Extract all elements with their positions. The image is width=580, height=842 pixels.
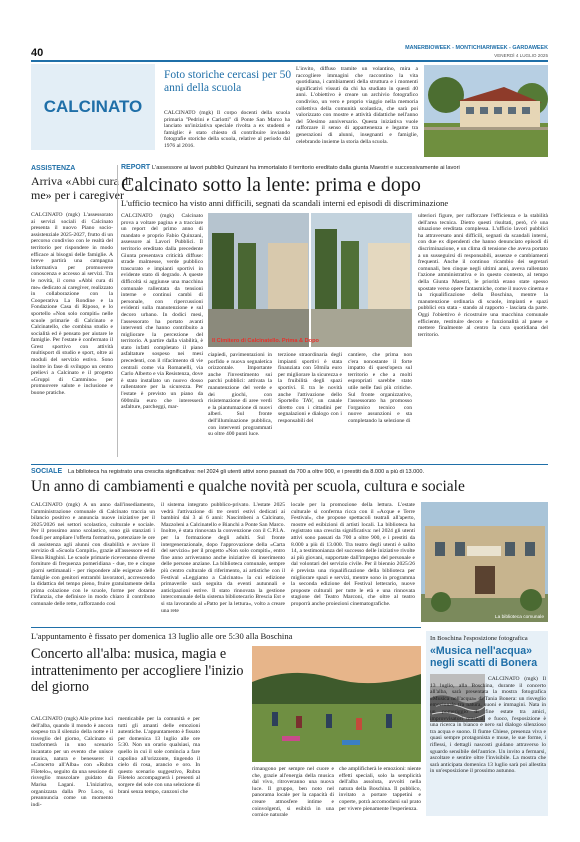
concert-photo bbox=[252, 646, 421, 762]
top-story-title: Foto storiche cercasi per 50 anni della scuola bbox=[164, 69, 292, 94]
cemetery-photo bbox=[208, 213, 412, 347]
report-col3: terzione straordinaria degli impianti sportivi è stata finanziata con 50mila euro per migliorare la sicurezza e la fruibilità degli spazi sportivi. E tra le novità anche l'attivazione dello Sportello TAV, un canale diretto con i cittadini per segnalazioni e dialogo con i responsabili del bbox=[278, 352, 342, 424]
school-photo-image bbox=[424, 65, 548, 157]
report-col1: CALCINATO (mgk) Calcinato prova a voltare pagina e a tracciare un report del primo anno di mandato e proprio Fabio Quinzani, assessore ai Lavori Pubblici. Il territorio ereditato dalla precedente Giunta presentava criticità diffuse: strade malmesse, verde pubblico trascurato e impianti sportivi in evidente stato di degrado. A queste difficoltà si aggiunse una macchina comunale rallentata da tensioni interne e continui cambi di personale, con ripercussioni evidenti sulla manutenzione e sul decoro urbano. In dodici mesi, l'assessorato ha portato avanti interventi che hanno contribuito a migliorare la percezione del territorio. A partire dalla viabilità, è stato infatti completato il piano asfaltature sospeso nei mesi precedenti, con il rifacimento di vie centrali come via Romanelli, via Carlo Alberto e via Resistenza, dove è stato installato un nuovo dosso rallentatore per la sicurezza. Per l'estate è previsto un piano da 600mila euro che interesserà asfalture, parcheggi, mar- bbox=[121, 213, 203, 411]
sociale-rule bbox=[31, 464, 548, 465]
alba-strap: L'appuntamento è fissato per domenica 13 luglio alle ore 5:30 alla Boschina bbox=[31, 631, 293, 641]
alba-title: Concerto all'alba: musica, magia e intrattenimento per accogliere l'inizio del giorno bbox=[31, 646, 244, 695]
report-col5: ulteriori figure, per rafforzare l'efficienza e la stabilità dell'area tecnica. Dietro questi risultati, però, c'è una situazione ereditata complessa. L'ufficio lavori pubblici ha attraversato anni difficili, segnati da scandali interni, con due ex dipendenti che hanno denunciato episodi di discriminazione, e un clima di tensione che aveva portato a un susseguirsi di responsabili, assenze e cambiamenti frequenti. Anche il continuo ricambio dei segretari comunali, ben cinque negli ultimi anni, aveva rallentato l'azione amministrativa e in questo contesto, al tempo della Giunta Maestri, le priorità erano state spesso spostate verso opere fantasmiche, come il nuovo cinema e la riqualificazione della Boschina, mentre la manutenzione ordinaria di scuole, impianti e spazi pubblici era stata - stando al rapporto - lasciata da parte. Oggi l'obiettivo è ricostruire una macchina comunale efficiente, restituire decoro e funzionalità al paese e mettere finalmente al centro la cura quotidiana del territorio. bbox=[418, 213, 549, 338]
report-kicker: REPORT bbox=[121, 164, 151, 171]
cemetery-photo-image bbox=[208, 213, 412, 347]
report-col4: cantiere, che prima non c'era nonostante il forte impatto di quest'opera sul territorio e che a molti espropriati sarebbe stato utile nelle fasi più critiche. Sul fronte organizzativo, l'assessorato ha promosso l'organico tecnico con nuove assunzioni e sta completando la selezione di bbox=[348, 352, 412, 424]
alba-col3: rimangono per sempre nel cuore e che, grazie all'energia della musica dal vivo, ritroveranno una nuova luce. Il gruppo, ben noto nel panorama locale per la capacità di creare atmosfere intime e coinvolgenti, si esibirà in una cornice naturale bbox=[252, 766, 334, 819]
sociale-strap: La biblioteca ha registrato una crescita significativa: nel 2024 gli utenti attivi sono passati da 700 a oltre 900, e i prestiti da 8.000 a più di 13.000. bbox=[68, 469, 425, 475]
sociale-title: Un anno di cambiamenti e qualche novità per scuola, cultura e sociale bbox=[31, 478, 465, 495]
assistenza-title: Arriva «Abbi cura di me» per i caregiver bbox=[31, 174, 132, 202]
report-subtitle: L'ufficio tecnico ha visto anni difficili, segnati da scandali interni ed episodi di discriminazione bbox=[121, 198, 449, 208]
cemetery-photo-caption: Il Cimitero di Calcinatello. Prima & Dopo bbox=[212, 338, 319, 344]
sociale-kicker: SOCIALE bbox=[31, 468, 63, 475]
alba-col2: menticabile per la comunità e per tutti gli amanti delle emozioni autentiche. L'appuntamento è fissato per domenica 13 luglio alle ore 5:30. Non un orario qualsiasi, ma quello in cui il sole comincia a fare capolino all'orizzonte, tingendo il cielo di rosa, arancio e oro. In questo scenario suggestivo, Rubra Filetelo accompagnerà i presenti al sorgere del sole con una selezione di brani senza tempo, canzoni che bbox=[118, 716, 200, 795]
alba-rule bbox=[31, 627, 421, 628]
issue-date: VENERDÌ 4 LUGLIO 2025 bbox=[494, 53, 548, 58]
library-photo bbox=[421, 502, 548, 622]
library-photo-image bbox=[421, 502, 548, 622]
sociale-col3: locale per la promozione della lettura. L'estate culturale si conferma ricca con il «Acque e Terre Festival», che propone spettacoli teatrali all'aperto, mostre ed esibizioni di artisti locali. La biblioteca ha registrato una crescita significativa: nel 2024 gli utenti attivi sono passati da 700 a oltre 900, e i prestiti da 8.000 a più di 13.000. Tra teatro degli utenti è salito 14, a testimonianza del successo delle iniziative rivolte ai più giovani, supportate dall'impegno del personale e dal volontari del servizio civile. Per il biennio 2025/26 è prevista una riqualificazione della biblioteca per migliorare spazi e servizi, mentre sono in programma la seconda edizione del Festival letterario, nuove proposte culturali per tutte le età e una rinnovata stagione del Teatro Marconi, che oltre al teatro proporrà anche proiezioni cinematografiche. bbox=[291, 502, 415, 607]
sociale-col2: il sistema integrato pubblico-privato. L'estate 2025 vedrà l'attivazione di tre centri estivi dedicati ai bambini dai 3 ai 6 anni: Nascimbeni a Calcinato, Mazzoleni a Calcinatello e Bianchi a Ponte San Marco. Inoltre, è stata rinnovata la convenzione con il C.P.I.A. per la formazione degli adulti. Sul fronte intergenerazionale, dopo l'approvazione della «Carta del servizio» per il progetto «Non solo compiti», entro fine anno arriveranno anche iniziative di inserimento delle persone anziane. La biblioteca comunale, sempre più centro culturale di riferimento, ai artistiche con il Festival «Leggiamo a Calcinato» la cui edizione primaverile sarà seguita da eventi autunnali e anticipazioni estive. Il stato rinnovata la gestione intercomunale della sistema bibliotecario Brescia Est e si sta lavorando al «Patto per la lettura», volto a creare una rete bbox=[161, 502, 285, 614]
boschina-body: CALCINATO (mgk) Il 13 luglio, alla Boschina, durante il concerto all'alba, sarà presentata la mostra fotografica «Musica nell'acqua» di Tania Bonera: un risveglio emozionale tra natura, suoni e immagini. Nata in un pomeriggio di fine estate tra amici, improvvisatori musicali e fuoco, l'esposizione è una ricerca in bianco e nero sul dialogo silenzioso tra acqua e suono. Il fiume Chiese, presenza viva e quasi sempre protagonista e muse, le sue forme, i riflessi, i dettagli nascosti guidano attraverso lo sguardo sensibile dell'autrice. Un invito a fermarsi, ascoltare e sentire oltre l'invisibile. La mostra che sarà anticipata domenica 13 luglio sarà poi allestita in un'esposizione il prossimo autunno. bbox=[430, 676, 546, 775]
top-story-body-right: L'invito, diffuso tramite un volantino, mira a raccogliere immagini che raccontino la vita quotidiana, i cambiamenti della struttura e i momenti significativi vissuti da chi ha studiato in questi 40 anni. L'obiettivo è creare un archivio fotografico condiviso, un vero e proprio viaggio nella memoria collettiva della comunità scolastica, che sarà poi valorizzato con mostre e attività didattiche nell'anno del 50esimo anniversario. Questa iniziativa vuole rafforzare il senso di appartenenza e legame tra generazioni di alunni, insegnanti e famiglie, celebrando insieme la storia della scuola. bbox=[296, 66, 418, 145]
school-photo bbox=[424, 65, 548, 157]
masthead: MANERBIOWEEK - MONTICHIARIWEEK - GARDAWEEK bbox=[405, 45, 548, 51]
concert-photo-image bbox=[252, 646, 421, 762]
sociale-col1: CALCINATO (mgk) A un anno dall'insediamento, l'amministrazione comunale di Calcinato traccia un bilancio positivo e annuncia nuove iniziative per il 2025/2026 nei settori scolastico, culturale e sociale. Per il prossimo anno scolastico, sono già stanziati i fondi per ampliare l'offerta formativa, potenziare le ore di assistenza agli alunni con disabilità e avviare il servizio di «Scuola Compiti», grazie all'assessore ed di Elena Ringhini. Le scuole primarie riceveranno diverse forniture di frequenza pomeridiana - due, tre e cinque giorni settimanali - per rispondere alle esigenze delle famiglie con genitori entrambi lavoratori, accrescendo la didattica del tempo pieno, fruire gratuitamente della prima colazione con le scuole, forme per dotarne l'infanzia, che definisce in modo chiaro il contributo comunale delle rette, rafforzando così bbox=[31, 502, 155, 607]
report-title: Calcinato sotto la lente: prima e dopo bbox=[121, 174, 421, 196]
assistenza-kicker: ASSISTENZA bbox=[31, 165, 76, 172]
report-strap: L'assessore ai lavori pubblici Quinzani ha immortalato il territorio ereditato dalla giunta Maestri e successivamente ai lavori bbox=[152, 165, 460, 171]
page-number: 40 bbox=[31, 47, 44, 59]
alba-col1: CALCINATO (mgk) Alle prime luci dell'alba, quando il mondo è ancora sospeso tra il silenzio della notte e il risveglio del giorno, Calcinato si trasformerà in uno scenario incantato per un evento che unisce musica, natura e benessere: il «Concerto all'Alba» con «Rubra Filetelo», seguito da una sessione di risveglio muscolare guidato da Marisa Lagani. L'iniziativa, organizzata dalla Pro Loco, si preannuncia come un momento indi- bbox=[31, 716, 113, 808]
header-rule bbox=[31, 60, 548, 62]
assistenza-divider bbox=[117, 165, 118, 457]
section-label: CALCINATO bbox=[31, 64, 155, 150]
boschina-title: «Musica nell'acqua» negli scatti di Bonera bbox=[430, 645, 538, 669]
alba-col4: che amplificherà le emozioni: niente effetti speciali, solo la semplicità dell'alba assoluta, avvolti nella natura della Boschina. Il pubblico, invitato a portare tappetini e coperte, potrà accomodarsi sul prato per vivere pienamente l'esperienza. bbox=[339, 766, 421, 812]
library-photo-caption: La biblioteca comunale bbox=[494, 615, 544, 620]
report-col2: ciapiedi, pavimentazioni in porfido e nuova segnaletica orizzontale. Importante anche l'investimento sui parchi pubblici: attivata la manutenzione del verde e dei giochi, con risistemazione di aree verdi e la piantumazione di nuovi alberi. Sul fronte dell'illuminazione pubblica, con interventi programmati su oltre 400 punti luce. bbox=[208, 352, 272, 438]
assistenza-body: CALCINATO (mgk) L'assessorato ai servizi sociali di Calcinato presenta il nuovo Piano socio-assistenziale 2025-2027, frutto di un percorso condiviso con le realtà del territorio per rispondere in modo efficace ai bisogni delle famiglie. A breve partirà una campagna informativa per promuovere conoscenza e accesso ai servizi. Tra le novità, il corso «Abbi cura di me» dedicato ai caregiver, realizzato in collaborazione con la Cooperativa La Rondine e la Fondazione Casa di Riposo, e lo sportello «Non solo compiti» nelle scuole primarie di Calcinato e Calcinatello, che combina studio e socialità ed è pensato per aiutare le famiglie. Per l'estate è confermato il Grest sportivo con attività multisport di studio e sport, oltre ai moduli del servizio estivo. Sono inoltre in fase di sviluppo un centro prelievi a Calcinato e il progetto «Gruppi di Cammino» per promuovere salute e inclusione e buone pratiche. bbox=[31, 212, 113, 397]
boschina-kicker: In Boschina l'esposizione fotografica bbox=[430, 635, 528, 642]
top-story-body-left: CALCINATO (mgk) Il corpo docenti della scuola primaria "Pedrini e Carlotti" di Ponte San Marco ha lanciato un'iniziativa speciale rivolta a ex studenti e famiglie: è stato chiesto di contribuire inviando fotografie storiche della scuola, relative al periodo dal 1976 al 2016. bbox=[164, 110, 290, 149]
